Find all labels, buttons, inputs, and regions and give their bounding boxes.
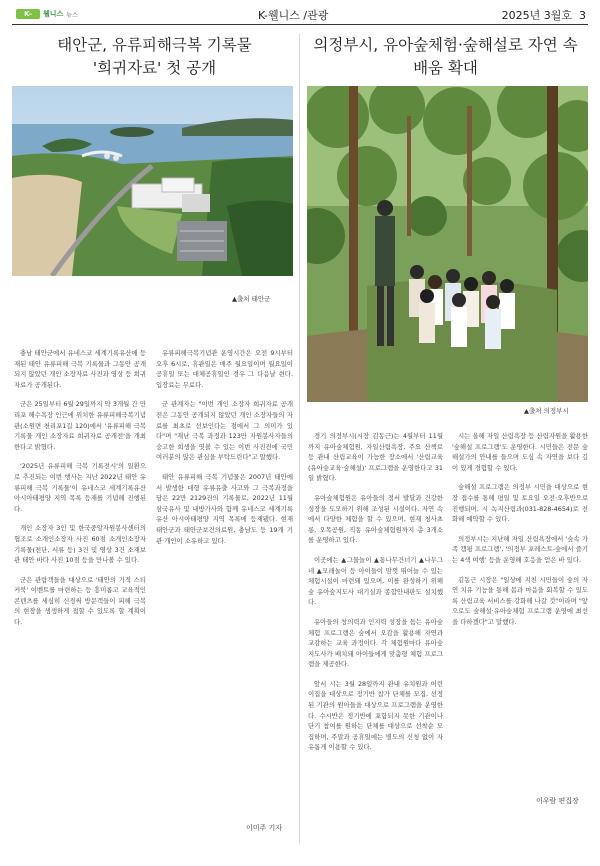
paragraph: 시는 올해 자일 산림욕장 등 산림자원을 활용한 '숲해설 프로그램'도 운영한다. 시민들은 전문 숲해설가의 안내를 들으며 도심 속 자연을 보다 깊이 있게 경험할 수 있다.: [452, 432, 588, 472]
page-header: [0, 0, 600, 26]
left-byline: 이미주 기자: [246, 824, 283, 832]
logo-subtext: 뉴스: [66, 11, 78, 19]
paragraph: 유아들의 창의력과 인지력 성장을 돕는 유아숲체험 프로그램은 숲에서 오감을 활용해 자연과 교감하는 교육 과정이다. 각 체험원마다 유아숲지도사가 배치돼 아이들에게 맞춤형 체험 프로그램을 제공한다.: [308, 617, 443, 669]
paragraph: 충남 태안군에서 유네스코 세계기록유산에 등재된 태안 유류피해 극복 기록물과 그동안 공개되지 않았던 개인 소장자료 사진과 영상 등 희귀자료가 공개된다.: [14, 349, 146, 389]
column-divider: [299, 34, 300, 844]
page-number: 3: [579, 9, 586, 22]
paragraph: 숲해설 프로그램은 의정부 시민을 대상으로 현장 접수를 통해 평일 및 토요일 오전·오후반으로 진행되며, 시 녹지산림과(031-828-4654)로 전화해 예약할 수 있다.: [452, 483, 588, 524]
right-article-photo: [307, 86, 588, 402]
publication-logo[interactable]: [16, 8, 78, 20]
left-photo-credit: ▲출처 태안군: [232, 295, 271, 303]
right-byline: 이우람 편집장: [536, 797, 579, 805]
left-article-column-1: [14, 348, 146, 637]
issue-date-text: 2025년 3월호: [501, 9, 572, 22]
paragraph: 군 관계자는 "이번 개인 소장자 희귀자료 공개전은 그동안 공개되지 않았던 개인 소장자들의 자료를 최초로 선보인다는 점에서 그 의미가 있다"며 "재난 극복 과정과 123만 자원봉사자들의 숭고한 희생을 엿볼 수 있는 이번 사진전에 국민 여러분의 많은 관심을 부탁드린다"고 말했다.: [156, 400, 293, 462]
paragraph: 군은 25일부터 6월 29일까지 약 3개월 간 만리포 해수욕장 인근에 위치한 유류피해극복기념관(소원면 천리포1길 120)에서 '유류피해 극복 기록물 개인 소장자료 희귀자료 공개전'을 개최한다고 밝혔다.: [14, 400, 146, 451]
right-article-column-1: [308, 431, 443, 762]
paragraph: 유류피해극복기념관 운영시간은 오전 9시부터 오후 6시로, 휴관일은 매주 월요일이며 월요일이 공휴일 또는 대체공휴일인 경우 그 다음날 쉰다. 입장료는 무료다.: [156, 349, 293, 389]
left-headline-line2: '희귀자료' 첫 공개: [92, 59, 217, 77]
right-headline-line1: 의정부시, 유아숲체험·숲해설로 자연 속: [313, 36, 578, 54]
left-article-photo: [12, 86, 293, 276]
left-article-column-2: [156, 348, 293, 555]
paragraph: 유아숲체험원은 유아들의 정서 발달과 건강한 성장을 도모하기 위해 조성된 시설이다. 자연 속에서 다양한 체험을 할 수 있으며, 현재 청사초롱, 오목공원, 직동 유아숲체험원까지 총 3개소를 운영하고 있다.: [308, 493, 443, 545]
right-photo-credit: ▲출처 의정부시: [524, 407, 569, 415]
paragraph: 이곳에는 ▲그물놀이 ▲통나무건너기 ▲나무그네 ▲모래놀이 등 아이들이 맘껏 뛰어놀 수 있는 체험시설이 마련돼 있으며, 이를 완성하기 위해 숲 유아숲지도사 대기실과 종합안내판도 설치했다.: [308, 555, 443, 607]
paragraph: 앞서 시는 3월 28일까지 관내 유치원과 어린이집을 대상으로 정기반 참가 단체를 모집, 선정된 기관의 원아들을 대상으로 프로그램을 운영한다. 수시반은 정기반에 포함되지 못한 기관이나 단기 참여를 원하는 단체를 대상으로 선착순 모집하며, 주말과 공휴일에는 별도의 신청 없이 자유롭게 이용할 수 있다.: [308, 679, 443, 752]
paragraph: 태안 유류피해 극복 기념물은 2007년 태안에서 발생한 대형 유류유출 사고와 그 극복과정을 담은 22만 2129건의 기록물로, 2022년 11월 삼국유사 및 내방가사와 함께 유네스코 세계기록유산 아시아태평양 지역 목록에 등재됐다. 현재 태안군과 태안군보건의료원, 충남도 등 19개 기관·개인이 소유하고 있다.: [156, 472, 293, 545]
paragraph: 의정부시는 지난해 자일 산림욕장에서 '숲속 가족 캠핑 프로그램', '의정부 포레스트-숲에서 즐기는 4색 여행' 등을 운영해 호응을 얻은 바 있다.: [452, 534, 588, 564]
section-label: K-웰니스 /관광: [258, 9, 329, 22]
right-headline: [303, 34, 588, 80]
left-headline-line1: 태안군, 유류피해극복 기록물: [57, 36, 252, 54]
logo-text: 웰니스: [43, 10, 64, 18]
logo-mark: K-: [16, 9, 40, 19]
issue-date: [502, 7, 586, 23]
right-article-column-2: [452, 431, 588, 637]
right-headline-line2: 배움 확대: [413, 59, 478, 77]
paragraph: 개인 소장자 3인 및 한국중앙자원봉사센터의 협조로 소개인소장자 사진 60점 소개인소장자 기록물(전단, 서류 등) 3건 및 영상 3건 소재보관 태안 바다 사진 10점 등을 만나볼 수 있다.: [14, 524, 146, 565]
paragraph: 김동근 시장은 "일상에 지친 시민들이 숲의 자연 치유 기능을 통해 몸과 마음을 회복할 수 있도록 산림교육 서비스를 강화해 나갈 것"이라며 "앞으로도 숲해설·유아숲체험 프로그램 운영에 최선을 다하겠다"고 말했다.: [452, 575, 588, 626]
paragraph: '2025년 유류피해 극복 기록전시'의 일환으로 추진되는 이번 행사는 지난 2022년 태안 유류피해 극복 기록물'이 유네스코 세계기록유산 아시아태평양 지역 목록 등재를 기념해 진행된다.: [14, 462, 146, 513]
left-headline: [12, 34, 297, 80]
paragraph: 군은 관람객들을 대상으로 '태안의 기적 스티커북' 이벤트를 마련하는 등 흥미롭고 교육적인 콘텐츠를 세심히 신경써 방문객들이 피해 극복의 현장을 생생하게 접할 수 있도록 할 계획이다.: [14, 575, 146, 627]
paragraph: 경기 의정부시(시장 김동근)는 4월부터 11월까지 유아숲체험원, 자일산림욕장, 주요 산책로 등 관내 산림교육이 가능한 장소에서 '산림교육(유아숲교육·숲해설)' 프로그램을 운영한다고 31일 밝혔다.: [308, 432, 443, 483]
header-rule: [12, 24, 588, 25]
